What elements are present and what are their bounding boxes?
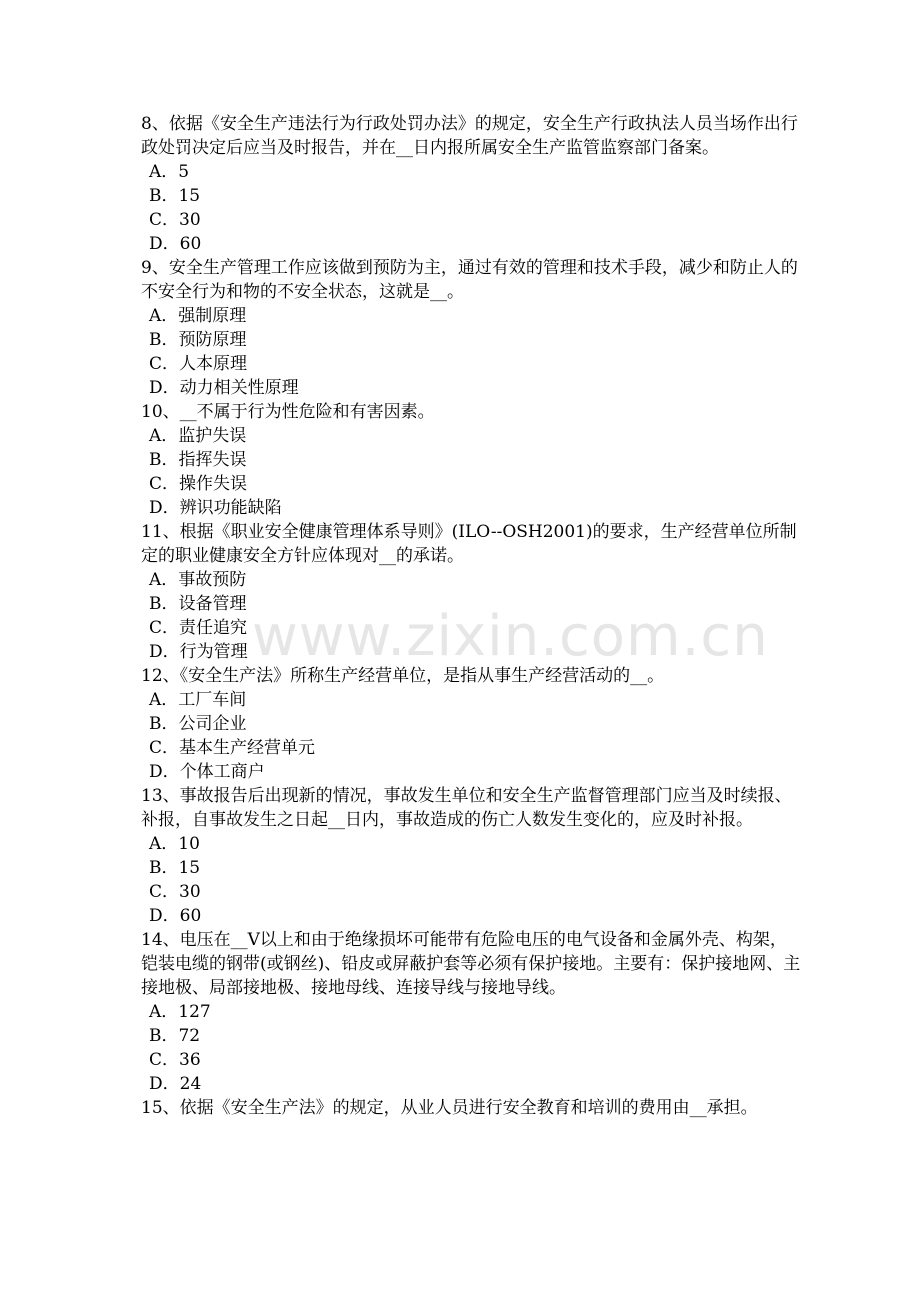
option-d: D．动力相关性原理 [149,378,299,398]
option-d: D．60 [149,906,202,926]
option-d: D．60 [149,234,202,254]
option-a: A．127 [149,1002,211,1022]
option-a: A．强制原理 [149,306,247,326]
option-d: D．行为管理 [149,642,248,662]
question-list [141,112,801,1120]
option-a: A．工厂车间 [149,690,247,710]
question-12 [141,664,801,784]
option-b: B．15 [149,858,201,878]
option-c: C．基本生产经营单元 [149,738,316,758]
option-b: B．15 [149,186,201,206]
option-b: B．预防原理 [149,330,247,350]
option-b: B．设备管理 [149,594,247,614]
option-d: D．个体工商户 [149,762,265,782]
question-11 [141,520,801,664]
question-text: 11、根据《职业安全健康管理体系导则》(ILO--OSH2001)的要求，生产经营单位所制定的职业健康安全方针应体现对__的承诺。 [141,522,797,566]
option-b: B．公司企业 [149,714,247,734]
question-text: 15、依据《安全生产法》的规定，从业人员进行安全教育和培训的费用由__承担。 [141,1098,758,1118]
option-c: C．人本原理 [149,354,248,374]
question-8 [141,112,801,256]
question-13 [141,784,801,928]
option-b: B．72 [149,1026,201,1046]
option-a: A．10 [149,834,200,854]
question-text: 8、依据《安全生产违法行为行政处罚办法》的规定，安全生产行政执法人员当场作出行政处罚决定后应当及时报告，并在__日内报所属安全生产监管监察部门备案。 [141,114,798,158]
question-10 [141,400,801,520]
option-c: C．30 [149,210,201,230]
option-a: A．5 [149,162,190,182]
option-c: C．操作失误 [149,474,248,494]
option-c: C．36 [149,1050,201,1070]
question-14 [141,928,801,1096]
question-text: 12、《安全生产法》所称生产经营单位，是指从事生产经营活动的__。 [141,666,665,686]
option-d: D．辨识功能缺陷 [149,498,282,518]
question-text: 9、安全生产管理工作应该做到预防为主，通过有效的管理和技术手段，减少和防止人的不安全行为和物的不安全状态，这就是__。 [141,258,798,302]
option-c: C．30 [149,882,201,902]
question-text: 10、__不属于行为性危险和有害因素。 [141,402,435,422]
watermark: www.zixin.com.cn [252,604,769,669]
question-text: 14、电压在__V以上和由于绝缘损坏可能带有危险电压的电气设备和金属外壳、构架，铠装电缆的钢带(或钢丝)、铅皮或屏蔽护套等必须有保护接地。主要有：保护接地网、主接地极、局部接地极、接地母线、连接导线与接地导线。 [141,930,801,998]
option-a: A．监护失误 [149,426,247,446]
option-b: B．指挥失误 [149,450,247,470]
question-15 [141,1096,801,1120]
option-c: C．责任追究 [149,618,248,638]
option-d: D．24 [149,1074,202,1094]
question-9 [141,256,801,400]
question-text: 13、事故报告后出现新的情况，事故发生单位和安全生产监督管理部门应当及时续报、补报，自事故发生之日起__日内，事故造成的伤亡人数发生变化的，应及时补报。 [141,786,792,830]
option-a: A．事故预防 [149,570,247,590]
